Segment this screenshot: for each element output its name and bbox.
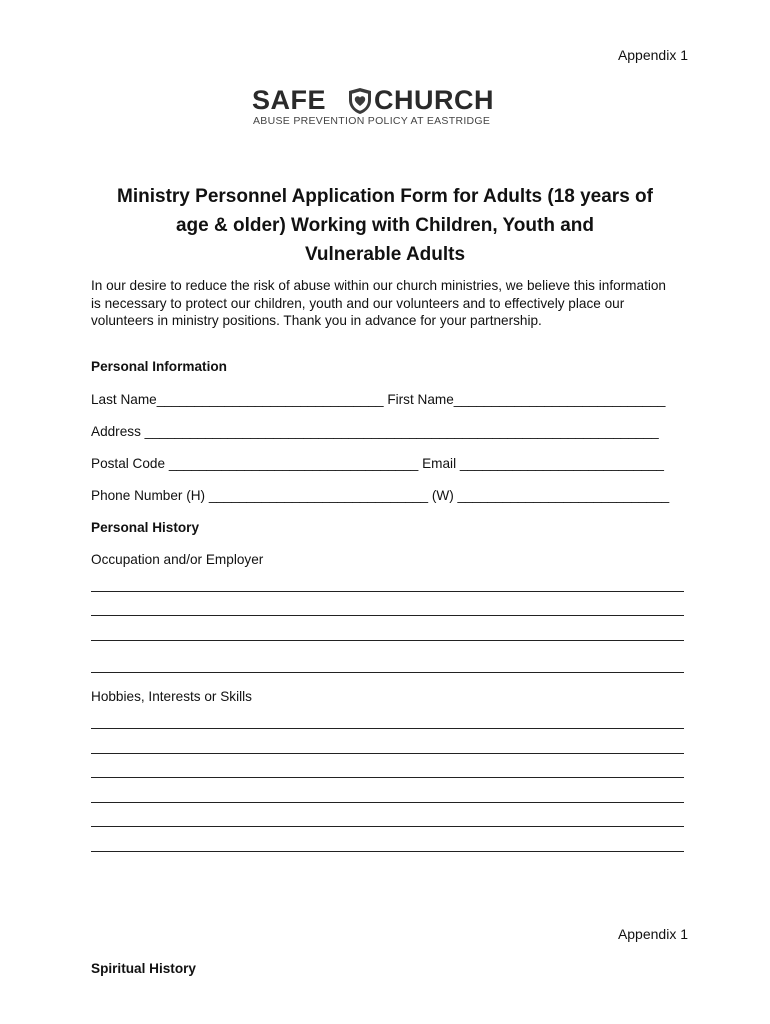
occupation-label: Occupation and/or Employer — [91, 552, 264, 567]
hobbies-blank-line-5[interactable] — [91, 826, 684, 827]
occupation-blank-line-3[interactable] — [91, 640, 684, 641]
form-title-line-3: Vulnerable Adults — [304, 244, 466, 265]
hobbies-blank-line-3[interactable] — [91, 777, 684, 778]
appendix-label-bottom: Appendix 1 — [617, 926, 688, 942]
safe-church-logo — [250, 84, 532, 130]
occupation-blank-line-4[interactable] — [91, 672, 684, 673]
hobbies-blank-line-1[interactable] — [91, 728, 684, 729]
logo-tagline: ABUSE PREVENTION POLICY AT EASTRIDGE — [253, 115, 491, 127]
logo-word-church: CHURCH — [374, 85, 494, 115]
intro-line-1: In our desire to reduce the risk of abuse within our church ministries, we believe this information — [91, 278, 666, 293]
shield-heart-icon — [347, 87, 373, 115]
name-field-row[interactable]: Last Name______________________________ First Name____________________________ — [91, 392, 666, 407]
form-title — [80, 182, 690, 269]
form-title-line-1: Ministry Personnel Application Form for Adults (18 years of — [117, 186, 653, 207]
hobbies-blank-line-4[interactable] — [91, 802, 684, 803]
postal-email-field-row[interactable]: Postal Code _________________________________ Email ___________________________ — [91, 456, 664, 471]
occupation-blank-line-2[interactable] — [91, 615, 684, 616]
phone-field-row[interactable]: Phone Number (H) _____________________________ (W) ____________________________ — [91, 488, 670, 503]
intro-paragraph — [91, 277, 691, 330]
personal-history-heading: Personal History — [91, 520, 200, 535]
form-title-line-2: age & older) Working with Children, Youth and — [175, 215, 594, 236]
spiritual-history-heading: Spiritual History — [91, 961, 196, 976]
occupation-blank-line-1[interactable] — [91, 591, 684, 592]
hobbies-blank-line-6[interactable] — [91, 851, 684, 852]
intro-line-2: is necessary to protect our children, youth and our volunteers and to effectively place our — [91, 295, 625, 311]
hobbies-label: Hobbies, Interests or Skills — [91, 689, 252, 704]
personal-information-heading: Personal Information — [91, 359, 227, 374]
appendix-label-top: Appendix 1 — [617, 47, 688, 63]
hobbies-blank-line-2[interactable] — [91, 753, 684, 754]
address-field-row[interactable]: Address ____________________________________________________________________ — [91, 424, 659, 439]
intro-line-3: volunteers in ministry positions. Thank you in advance for your partnership. — [91, 313, 542, 328]
logo-word-safe: SAFE — [252, 85, 327, 115]
